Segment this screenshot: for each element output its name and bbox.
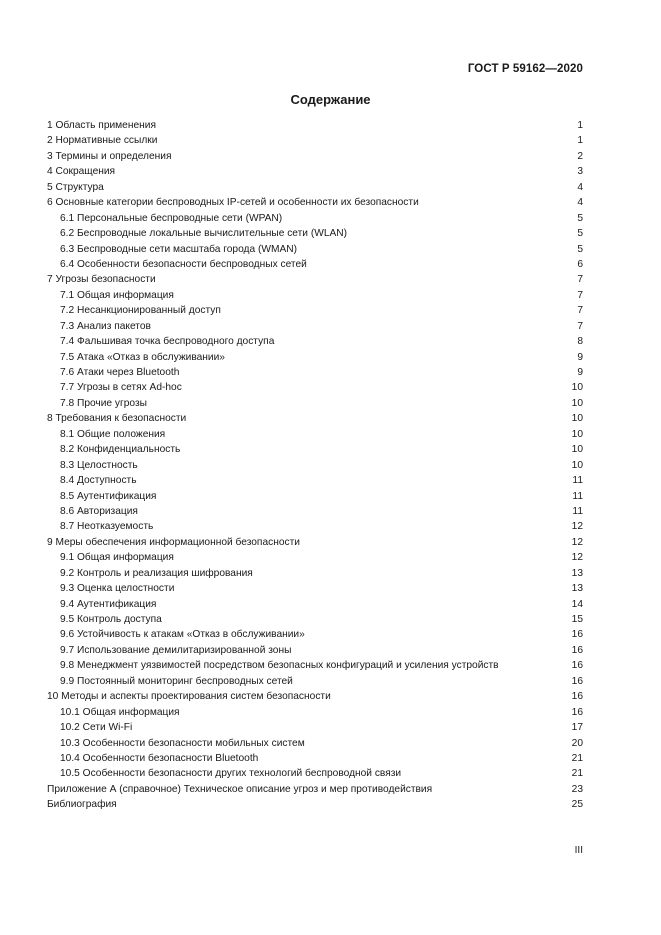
toc-entry-page: 10	[571, 444, 583, 456]
toc-entry-label: 8.2 Конфиденциальность	[60, 444, 181, 456]
toc-entry-label: 2 Нормативные ссылки	[47, 135, 158, 147]
toc-entry-page: 5	[577, 228, 583, 240]
toc-entry-label: 7.5 Атака «Отказ в обслуживании»	[60, 351, 225, 363]
toc-entry-page: 12	[571, 536, 583, 548]
toc-entry-page: 4	[577, 197, 583, 209]
toc-entry[interactable]	[47, 242, 583, 257]
toc-entry-label: 9.8 Менеджмент уязвимостей посредством безопасных конфигураций и усиления устройств	[60, 660, 499, 672]
toc-entry-page: 10	[571, 382, 583, 394]
toc-entry-label: 1 Область применения	[47, 120, 156, 131]
toc-entry[interactable]	[47, 581, 583, 596]
toc-entry-page: 16	[571, 691, 583, 703]
toc-entry[interactable]	[47, 411, 583, 426]
toc-entry[interactable]	[47, 272, 583, 287]
toc-entry-label: 8.5 Аутентификация	[60, 490, 157, 502]
toc-entry-page: 1	[577, 120, 583, 131]
toc-entry-page: 11	[572, 505, 583, 517]
toc-entry-label: 6.1 Персональные беспроводные сети (WPAN)	[60, 212, 283, 224]
toc-entry[interactable]	[47, 689, 583, 704]
toc-entry-page: 10	[571, 459, 583, 471]
toc-entry-label: 10.3 Особенности безопасности мобильных систем	[60, 737, 305, 749]
toc-entry-label: 7.4 Фальшивая точка беспроводного доступа	[60, 336, 275, 348]
toc-entry[interactable]	[47, 303, 583, 318]
toc-entry[interactable]	[47, 257, 583, 272]
toc-entry[interactable]	[47, 195, 583, 210]
toc-entry-label: 9.3 Оценка целостности	[60, 583, 175, 595]
toc-entry-label: 7.7 Угрозы в сетях Ad-hoc	[60, 382, 182, 394]
toc-entry-page: 3	[577, 166, 583, 178]
toc-entry[interactable]	[47, 766, 583, 781]
toc-entry-page: 2	[577, 150, 583, 162]
toc-entry-page: 11	[572, 490, 583, 502]
toc-entry-page: 12	[571, 521, 583, 533]
toc-entry-label: 9.9 Постоянный мониторинг беспроводных сетей	[60, 675, 293, 687]
toc-entry[interactable]	[47, 319, 583, 334]
page-number: III	[574, 845, 583, 856]
document-code: ГОСТ Р 59162—2020	[467, 63, 583, 75]
toc-entry-page: 4	[577, 181, 583, 193]
toc-entry-label: 6.4 Особенности безопасности беспроводных сетей	[60, 258, 307, 270]
toc-entry-label: 7 Угрозы безопасности	[47, 274, 156, 286]
table-of-contents	[47, 118, 583, 813]
toc-entry-page: 15	[571, 614, 583, 625]
toc-entry[interactable]	[47, 550, 583, 565]
toc-entry-label: 9.5 Контроль доступа	[60, 614, 162, 625]
toc-entry[interactable]	[47, 751, 583, 766]
toc-entry-page: 10	[571, 428, 583, 440]
toc-entry[interactable]	[47, 288, 583, 303]
toc-entry-page: 10	[571, 413, 583, 425]
toc-entry-page: 13	[571, 567, 583, 579]
toc-entry-label: 7.3 Анализ пакетов	[60, 320, 151, 332]
toc-entry-label: Библиография	[47, 799, 117, 811]
toc-entry-page: 9	[577, 367, 583, 378]
toc-entry-page: 21	[571, 752, 583, 764]
toc-entry[interactable]	[47, 458, 583, 473]
toc-entry-label: 10.1 Общая информация	[60, 706, 180, 718]
toc-entry-page: 13	[571, 583, 583, 595]
toc-entry[interactable]	[47, 365, 583, 380]
toc-entry-page: 5	[577, 212, 583, 224]
toc-entry-label: 7.6 Атаки через Bluetooth	[60, 367, 180, 378]
toc-entry-label: 10.4 Особенности безопасности Bluetooth	[60, 752, 259, 764]
toc-entry-label: 9.4 Аутентификация	[60, 598, 157, 610]
toc-entry-label: 8.1 Общие положения	[60, 428, 166, 440]
toc-entry[interactable]	[47, 149, 583, 164]
toc-entry[interactable]	[47, 720, 583, 735]
toc-entry[interactable]	[47, 350, 583, 365]
toc-entry[interactable]	[47, 427, 583, 442]
toc-entry-label: 9.1 Общая информация	[60, 552, 174, 564]
toc-entry-page: 7	[577, 289, 583, 301]
toc-entry-label: 10 Методы и аспекты проектирования систем безопасности	[47, 691, 331, 703]
toc-entry-label: 6 Основные категории беспроводных IP-сетей и особенности их безопасности	[47, 197, 419, 209]
toc-entry[interactable]	[47, 627, 583, 642]
toc-entry[interactable]	[47, 736, 583, 751]
toc-entry[interactable]	[47, 334, 583, 349]
toc-entry[interactable]	[47, 380, 583, 395]
toc-entry-label: 9 Меры обеспечения информационной безопасности	[47, 536, 300, 548]
toc-entry-page: 8	[577, 336, 583, 348]
toc-entry-label: 8.4 Доступность	[60, 475, 137, 487]
toc-entry-page: 16	[571, 629, 583, 641]
toc-entry-page: 21	[571, 768, 583, 780]
toc-entry[interactable]	[47, 489, 583, 504]
toc-entry[interactable]	[47, 226, 583, 241]
toc-entry[interactable]	[47, 504, 583, 519]
toc-entry[interactable]	[47, 396, 583, 411]
toc-entry-page: 7	[577, 320, 583, 332]
toc-entry[interactable]	[47, 597, 583, 612]
toc-entry[interactable]	[47, 535, 583, 550]
toc-entry[interactable]	[47, 566, 583, 581]
toc-entry-label: 8.6 Авторизация	[60, 505, 138, 517]
toc-title: Содержание	[290, 92, 371, 107]
toc-entry-label: Приложение А (справочное) Техническое описание угроз и мер противодействия	[47, 783, 433, 795]
toc-entry[interactable]	[47, 797, 583, 812]
toc-entry-page: 16	[571, 644, 583, 656]
toc-entry-label: 8 Требования к безопасности	[47, 413, 187, 425]
toc-entry-label: 7.2 Несанкционированный доступ	[60, 305, 221, 317]
toc-entry-label: 4 Сокращения	[47, 166, 116, 178]
toc-entry[interactable]	[47, 658, 583, 673]
toc-entry-label: 6.3 Беспроводные сети масштаба города (WMAN)	[60, 243, 298, 255]
toc-entry-page: 14	[571, 598, 583, 610]
toc-entry-label: 9.7 Использование демилитаризированной зоны	[60, 644, 292, 656]
toc-entry-label: 8.7 Неотказуемость	[60, 521, 154, 533]
toc-entry-page: 17	[571, 722, 583, 734]
toc-entry-page: 12	[571, 552, 583, 564]
toc-entry[interactable]	[47, 643, 583, 658]
toc-entry[interactable]	[47, 442, 583, 457]
toc-entry-page: 16	[571, 706, 583, 718]
toc-entry-label: 10.5 Особенности безопасности других технологий беспроводной связи	[60, 768, 402, 780]
toc-entry[interactable]	[47, 519, 583, 534]
toc-entry-label: 8.3 Целостность	[60, 459, 138, 471]
toc-entry[interactable]	[47, 211, 583, 226]
toc-entry-label: 3 Термины и определения	[47, 150, 172, 162]
toc-entry-page: 5	[577, 243, 583, 255]
toc-entry-page: 16	[571, 675, 583, 687]
toc-entry-page: 7	[577, 274, 583, 286]
toc-entry-label: 5 Структура	[47, 181, 104, 193]
toc-entry-label: 9.2 Контроль и реализация шифрования	[60, 567, 253, 579]
toc-entry-page: 20	[571, 737, 583, 749]
toc-entry[interactable]	[47, 612, 583, 627]
toc-entry-page: 25	[571, 799, 583, 811]
toc-entry[interactable]	[47, 674, 583, 689]
toc-entry-label: 10.2 Сети Wi-Fi	[60, 722, 133, 734]
toc-entry-label: 9.6 Устойчивость к атакам «Отказ в обслуживании»	[60, 629, 305, 641]
toc-entry[interactable]	[47, 473, 583, 488]
toc-entry-label: 7.1 Общая информация	[60, 289, 174, 301]
toc-entry-page: 23	[571, 783, 583, 795]
toc-entry-page: 16	[571, 660, 583, 672]
toc-entry[interactable]	[47, 164, 583, 179]
toc-entry-page: 1	[577, 135, 583, 147]
toc-entry-page: 10	[571, 397, 583, 409]
toc-entry-page: 11	[572, 475, 583, 487]
toc-entry-page: 9	[577, 351, 583, 363]
toc-entry-page: 6	[577, 258, 583, 270]
toc-entry[interactable]	[47, 180, 583, 195]
toc-entry[interactable]	[47, 118, 583, 133]
toc-entry-label: 7.8 Прочие угрозы	[60, 397, 147, 409]
toc-entry[interactable]	[47, 133, 583, 148]
toc-entry[interactable]	[47, 782, 583, 797]
toc-entry-label: 6.2 Беспроводные локальные вычислительные сети (WLAN)	[60, 228, 348, 240]
toc-entry[interactable]	[47, 705, 583, 720]
toc-entry-page: 7	[577, 305, 583, 317]
